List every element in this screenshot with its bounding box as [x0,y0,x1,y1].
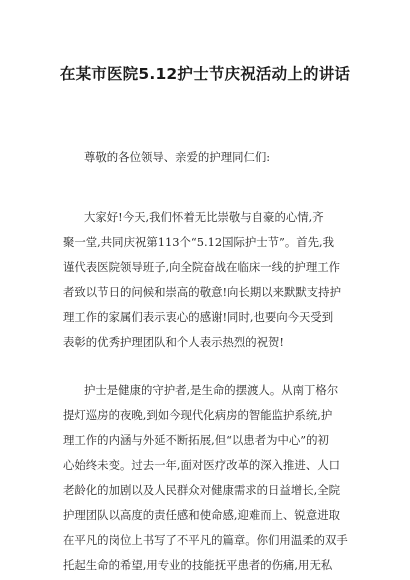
paragraph-2-line-8: 托起生命的希望,用专业的技能抚平患者的伤痛,用无私 [63,558,333,572]
paragraph-1-line-3: 谨代表医院领导班子,向全院奋战在临床一线的护理工作 [63,260,340,274]
paragraph-1-line-1: 大家好!今天,我们怀着无比崇敬与自豪的心情,齐 [84,210,324,224]
paragraph-1-line-5: 理工作的家属们表示衷心的感谢!同时,也要向今天受到 [63,310,334,324]
paragraph-2-line-5: 老龄化的加剧以及人民群众对健康需求的日益增长,全院 [63,483,340,497]
paragraph-2-line-1: 护士是健康的守护者,是生命的摆渡人。从南丁格尔 [84,383,339,397]
paragraph-2-line-4: 心始终未变。过去一年,面对医疗改革的深入推进、人口 [63,458,340,472]
paragraph-1-line-6: 表彰的优秀护理团队和个人表示热烈的祝贺! [63,335,285,349]
paragraph-2-line-2: 提灯巡房的夜晚,到如今现代化病房的智能监护系统,护 [63,408,333,422]
paragraph-1-line-2: 聚一堂,共同庆祝第113个“5.12国际护士节”。首先,我 [63,235,335,249]
greeting-line: 尊敬的各位领导、亲爱的护理同仁们: [84,150,271,164]
paragraph-2-line-6: 护理团队以高度的责任感和使命感,迎难而上、锐意进取 [63,508,340,522]
document-title: 在某市医院5.12护士节庆祝活动上的讲话 [59,65,351,83]
paragraph-2-line-3: 理工作的内涵与外延不断拓展,但“以患者为中心”的初 [63,433,329,447]
paragraph-1-line-4: 者致以节日的问候和崇高的敬意!向长期以来默默支持护 [63,285,341,299]
paragraph-2-line-7: 在平凡的岗位上书写了不平凡的篇章。你们用温柔的双手 [63,533,348,547]
